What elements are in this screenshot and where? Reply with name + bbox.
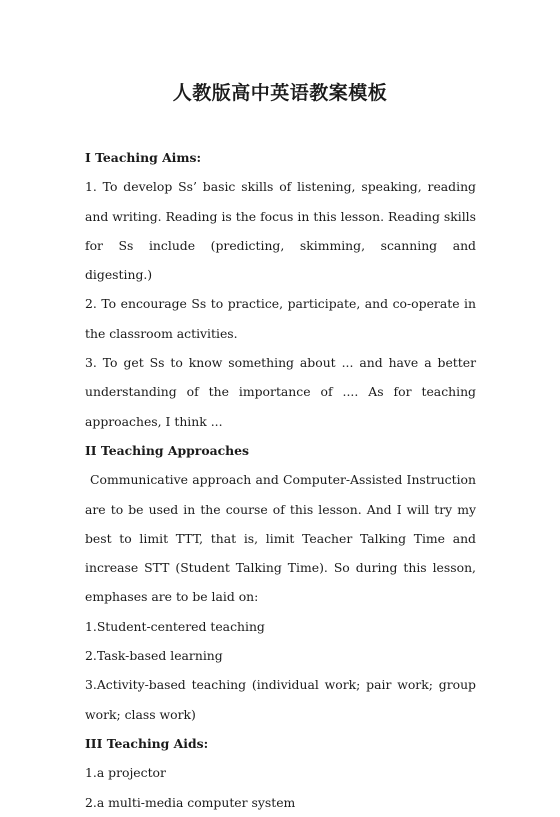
aims-item-3: 3. To get Ss to know something about ... and have a better understanding of the importance of .... As for teaching approaches, I think ... xyxy=(85,355,476,429)
approaches-intro: Communicative approach and Computer-Assisted Instruction are to be used in the course of this lesson. And I will try my best to limit TTT, that is, limit Teacher Talking Time and increase STT (Student Talking Time). So during this lesson, emphases are to be laid on: xyxy=(85,472,476,605)
aims-item-1: 1. To develop Ss’ basic skills of listening, speaking, reading and writing. Reading is the focus in this lesson. Reading skills for Ss include (predicting, skimming, scanning and digesting.) xyxy=(85,179,476,283)
section-heading-approaches: II Teaching Approaches xyxy=(85,442,250,458)
approaches-item-2: 2.Task-based learning xyxy=(85,648,223,664)
document-body xyxy=(85,143,476,817)
aims-item-2: 2. To encourage Ss to practice, participate, and co-operate in the classroom activities. xyxy=(85,296,476,341)
approaches-item-1: 1.Student-centered teaching xyxy=(85,618,265,634)
aids-item-1: 1.a projector xyxy=(85,765,166,781)
section-heading-aids: III Teaching Aids: xyxy=(85,735,209,751)
aids-item-2: 2.a multi-media computer system xyxy=(85,794,296,810)
document-title: 人教版高中英语教案模板 xyxy=(172,82,388,104)
section-heading-aims: I Teaching Aims: xyxy=(85,150,202,165)
approaches-item-3: 3.Activity-based teaching (individual work; pair work; group work; class work) xyxy=(85,677,476,722)
